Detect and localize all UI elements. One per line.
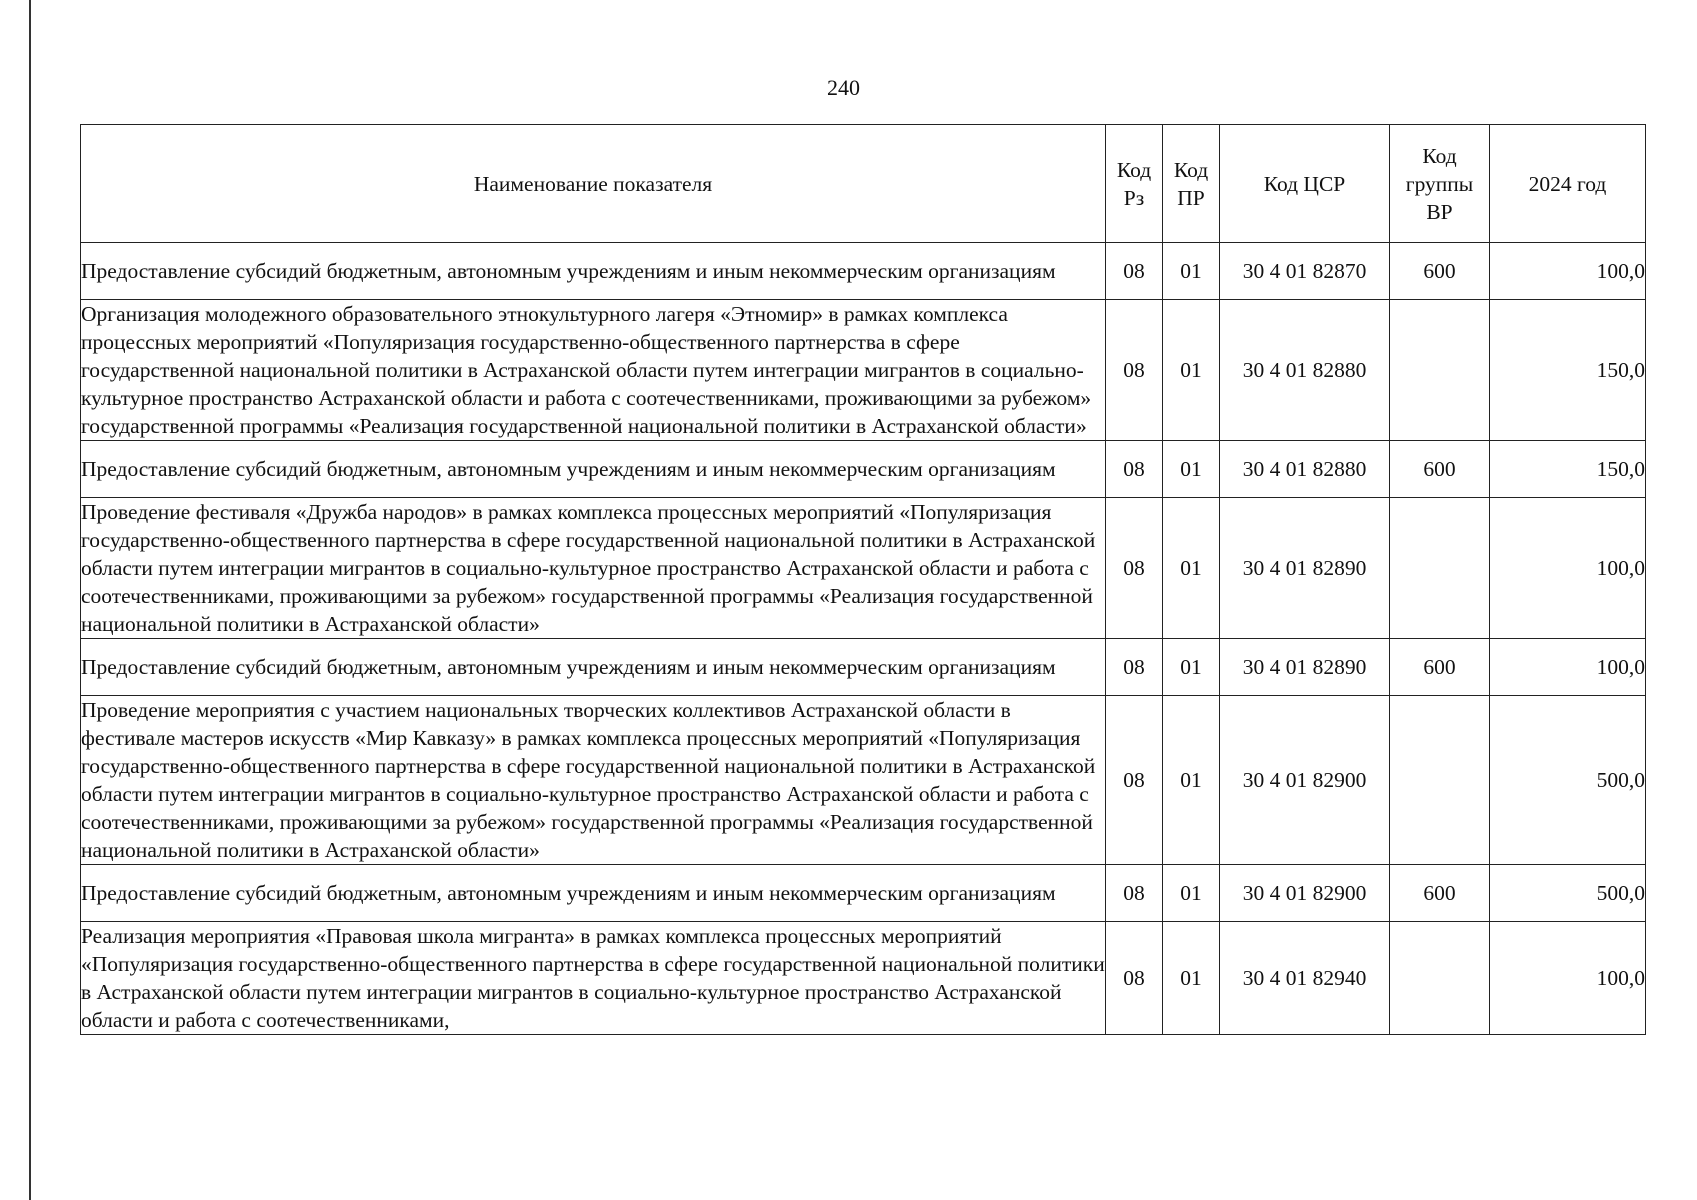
table-row xyxy=(81,441,1646,498)
row-pr: 01 xyxy=(1163,639,1220,696)
row-amount: 100,0 xyxy=(1490,922,1646,1035)
row-csr: 30 4 01 82940 xyxy=(1220,922,1390,1035)
page-number xyxy=(0,75,1697,101)
row-amount: 150,0 xyxy=(1490,441,1646,498)
row-pr: 01 xyxy=(1163,865,1220,922)
row-name: Организация молодежного образовательного этнокультурного лагеря «Этномир» в рамках комплекса процессных мероприятий «Популяризация государственно-общественного партнерства в сфере государственной национальной политики в Астраханской области путем интеграции мигрантов в социально-культурное пространство Астраханской области и работа с соотечественниками, проживающими за рубежом» государственной программы «Реализация государственной национальной политики в Астраханской области» xyxy=(81,300,1106,441)
row-csr: 30 4 01 82900 xyxy=(1220,696,1390,865)
row-pr: 01 xyxy=(1163,696,1220,865)
row-csr: 30 4 01 82870 xyxy=(1220,243,1390,300)
row-name: Предоставление субсидий бюджетным, автономным учреждениям и иным некоммерческим организациям xyxy=(81,639,1106,696)
row-amount: 100,0 xyxy=(1490,243,1646,300)
row-pr: 01 xyxy=(1163,441,1220,498)
row-name: Предоставление субсидий бюджетным, автономным учреждениям и иным некоммерческим организациям xyxy=(81,243,1106,300)
row-vr xyxy=(1390,696,1490,865)
row-pr: 01 xyxy=(1163,300,1220,441)
row-vr: 600 xyxy=(1390,243,1490,300)
row-name: Проведение мероприятия с участием национальных творческих коллективов Астраханской области в фестивале мастеров искусств «Мир Кавказу» в рамках комплекса процессных мероприятий «Популяризация государственно-общественного партнерства в сфере государственной национальной политики в Астраханской области путем интеграции мигрантов в социально-культурное пространство Астраханской области и работа с соотечественниками, проживающими за рубежом» государственной программы «Реализация государственной национальной политики в Астраханской области» xyxy=(81,696,1106,865)
row-rz: 08 xyxy=(1106,639,1163,696)
table-row xyxy=(81,300,1646,441)
row-rz: 08 xyxy=(1106,498,1163,639)
row-rz: 08 xyxy=(1106,865,1163,922)
left-margin-rule xyxy=(29,0,31,1200)
row-name: Предоставление субсидий бюджетным, автономным учреждениям и иным некоммерческим организациям xyxy=(81,441,1106,498)
table-row xyxy=(81,865,1646,922)
header-csr: Код ЦСР xyxy=(1220,125,1390,243)
row-rz: 08 xyxy=(1106,243,1163,300)
row-name: Проведение фестиваля «Дружба народов» в рамках комплекса процессных мероприятий «Популяризация государственно-общественного партнерства в сфере государственной национальной политики в Астраханской области путем интеграции мигрантов в социально-культурное пространство Астраханской области и работа с соотечественниками, проживающими за рубежом» государственной программы «Реализация государственной национальной политики в Астраханской области» xyxy=(81,498,1106,639)
row-amount: 500,0 xyxy=(1490,696,1646,865)
row-csr: 30 4 01 82890 xyxy=(1220,498,1390,639)
row-amount: 150,0 xyxy=(1490,300,1646,441)
header-pr: Код ПР xyxy=(1163,125,1220,243)
row-rz: 08 xyxy=(1106,696,1163,865)
row-amount: 100,0 xyxy=(1490,498,1646,639)
row-vr xyxy=(1390,922,1490,1035)
row-rz: 08 xyxy=(1106,922,1163,1035)
row-vr: 600 xyxy=(1390,639,1490,696)
table-row xyxy=(81,243,1646,300)
table-header-row xyxy=(81,125,1646,243)
row-csr: 30 4 01 82880 xyxy=(1220,441,1390,498)
row-name: Предоставление субсидий бюджетным, автономным учреждениям и иным некоммерческим организациям xyxy=(81,865,1106,922)
row-vr xyxy=(1390,498,1490,639)
header-year: 2024 год xyxy=(1490,125,1646,243)
page-number-text: 240 xyxy=(827,75,860,100)
row-rz: 08 xyxy=(1106,300,1163,441)
table-row xyxy=(81,696,1646,865)
row-amount: 500,0 xyxy=(1490,865,1646,922)
row-pr: 01 xyxy=(1163,498,1220,639)
table-row xyxy=(81,498,1646,639)
row-vr: 600 xyxy=(1390,441,1490,498)
row-csr: 30 4 01 82900 xyxy=(1220,865,1390,922)
row-name: Реализация мероприятия «Правовая школа мигранта» в рамках комплекса процессных мероприятий «Популяризация государственно-общественного партнерства в сфере государственной национальной политики в Астраханской области путем интеграции мигрантов в социально-культурное пространство Астраханской области и работа с соотечественниками, xyxy=(81,922,1106,1035)
table-row xyxy=(81,639,1646,696)
row-csr: 30 4 01 82890 xyxy=(1220,639,1390,696)
row-rz: 08 xyxy=(1106,441,1163,498)
row-pr: 01 xyxy=(1163,922,1220,1035)
row-amount: 100,0 xyxy=(1490,639,1646,696)
budget-table xyxy=(80,124,1646,1035)
header-name: Наименование показателя xyxy=(81,125,1106,243)
table-row xyxy=(81,922,1646,1035)
header-rz: Код Рз xyxy=(1106,125,1163,243)
header-vr: Код группы ВР xyxy=(1390,125,1490,243)
row-vr xyxy=(1390,300,1490,441)
row-pr: 01 xyxy=(1163,243,1220,300)
row-csr: 30 4 01 82880 xyxy=(1220,300,1390,441)
row-vr: 600 xyxy=(1390,865,1490,922)
